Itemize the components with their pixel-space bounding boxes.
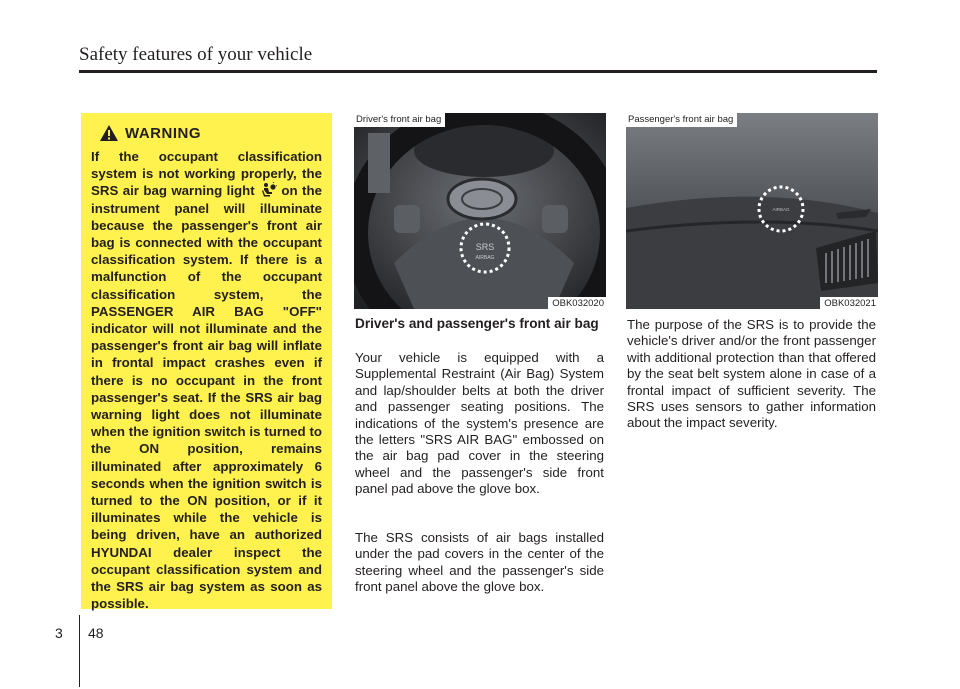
driver-airbag-photo — [354, 113, 606, 309]
warning-text-part1: If the occupant classification system is not working properly, the SRS air bag warning light — [91, 149, 322, 199]
page-number: 48 — [88, 625, 104, 641]
driver-emblem-text: SRS — [475, 242, 495, 252]
warning-text — [91, 148, 322, 612]
passenger-photo-code: OBK032021 — [820, 297, 878, 309]
passenger-photo-label: Passenger's front air bag — [626, 113, 737, 127]
steering-wheel-illustration — [354, 113, 606, 309]
middle-paragraph-1: Your vehicle is equipped with a Supplemental Restraint (Air Bag) System and lap/shoulder belts at both the driver and passenger seating positions. The indications of the system's presence are the letters "SRS AIR BAG" embossed on the air bag pad cover in the steering wheel and the passenger's side front panel pad above the glove box. — [355, 350, 604, 497]
warning-text-part2: on the instrument panel will illuminate because the passenger's front air bag is connected with the occupant classification system. If there is a malfunction of the occupant classification system, the PASSENGER AIR BAG "OFF" indicator will not illuminate and the passenger's front air bag will inflate in frontal impact crashes even if there is no occupant in the front passenger's seat. If the SRS air bag warning light does not illuminate when the ignition switch is turned to the ON position, remains illuminated after approximately 6 seconds when the ignition switch is turned to the ON position, or if it illuminates while the vehicle is being driven, have an authorized HYUNDAI dealer inspect the occupant classification system and the SRS air bag system as soon as possible. — [91, 183, 322, 612]
dashboard-illustration — [626, 113, 878, 309]
driver-emblem-subtext: AIRBAG — [475, 255, 495, 261]
footer-rule — [79, 615, 80, 687]
right-paragraph-1: The purpose of the SRS is to provide the vehicle's driver and/or the front passenger with additional protection than that offered by the seat belt system alone in case of a frontal impact of sufficient severity. The SRS uses sensors to gather information about the impact severity. — [627, 317, 876, 431]
warning-triangle-icon — [99, 124, 119, 142]
warning-title: WARNING — [125, 124, 201, 142]
warning-box — [81, 113, 332, 612]
section-heading: Driver's and passenger's front air bag — [355, 316, 599, 331]
page-header-title: Safety features of your vehicle — [79, 44, 313, 65]
header-rule — [79, 70, 877, 73]
passenger-emblem-text: AIRBAG — [772, 207, 790, 212]
driver-photo-label: Driver's front air bag — [354, 113, 445, 127]
page-section-number: 3 — [55, 625, 63, 641]
middle-paragraph-2: The SRS consists of air bags installed under the pad covers in the center of the steering wheel and the passenger's side front panel above the glove box. — [355, 530, 604, 595]
passenger-airbag-photo — [626, 113, 878, 309]
airbag-warning-light-icon — [259, 182, 277, 197]
warning-header — [99, 121, 322, 145]
driver-photo-code: OBK032020 — [548, 297, 606, 309]
